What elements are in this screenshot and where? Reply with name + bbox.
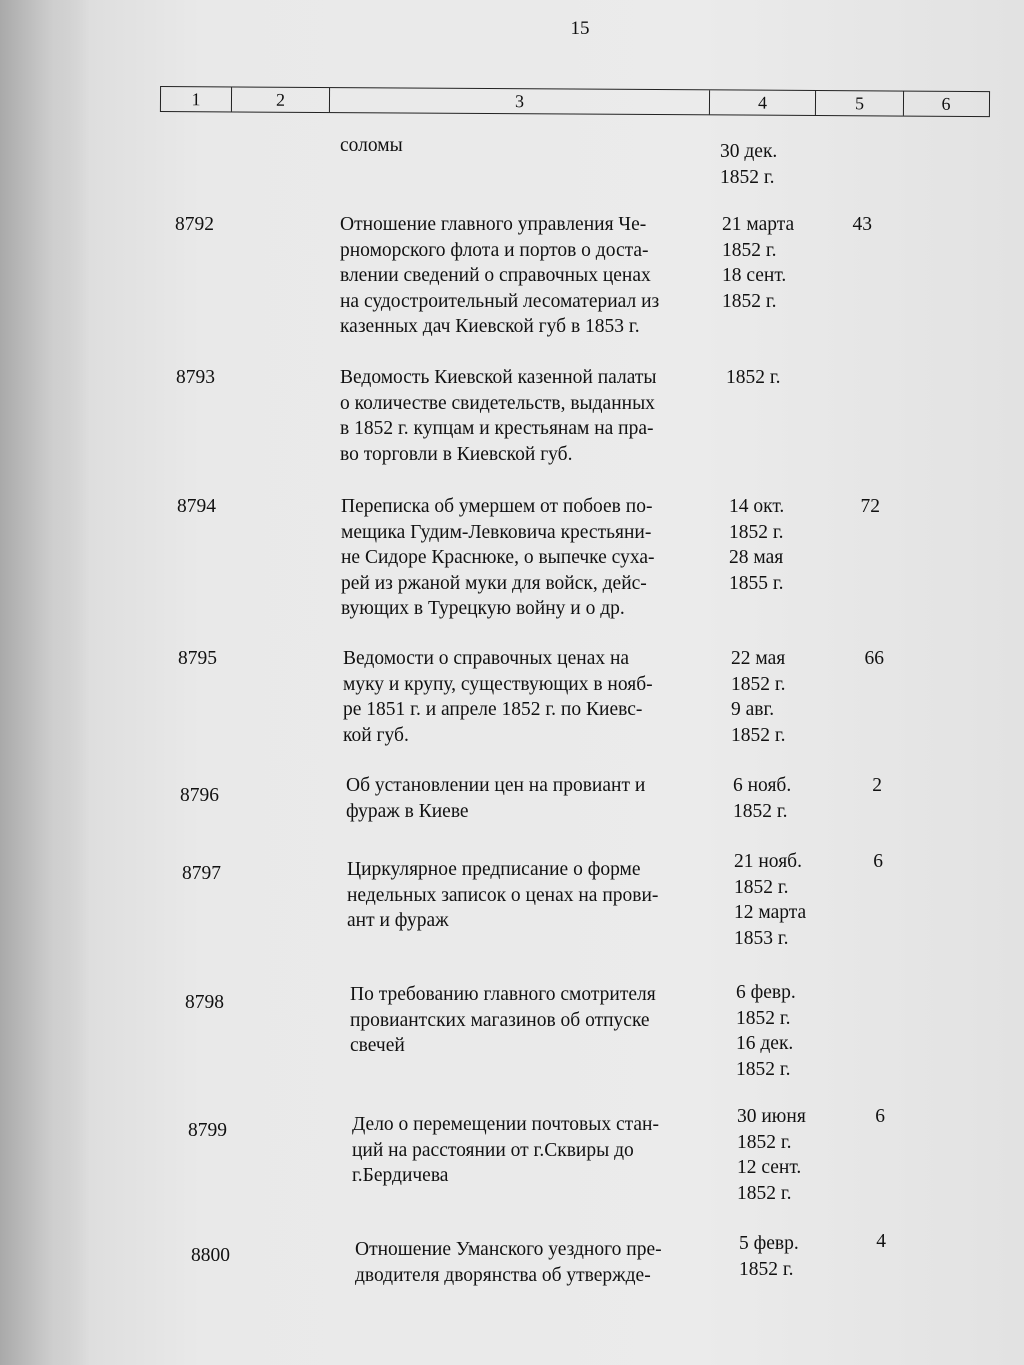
entry-description: Дело о перемещении почтовых стан- ций на расстоянии от г.Сквиры до г.Бердичева	[352, 1114, 659, 1186]
entry-number: 8794	[177, 496, 216, 517]
entry-description: Об установлении цен на провиант и фураж в Киеве	[346, 775, 646, 822]
entry-description: Переписка об умершем от побоев по- мещика Гудим-Левковича крестьяни- не Сидоре Краснюке, о выпечке суха- рей из ржаной муки для войск, дейс- вующих в Турецкую войну и о др.	[341, 496, 655, 619]
column-header-3: 3	[330, 88, 710, 114]
entry-description: По требованию главного смотрителя провиантских магазинов об отпуске свечей	[350, 984, 656, 1056]
column-header-5: 5	[816, 91, 904, 116]
entry-number: 8799	[188, 1120, 227, 1141]
book-gutter-shadow	[0, 0, 90, 1365]
entry-dates: 14 окт. 1852 г. 28 мая 1855 г.	[729, 496, 785, 594]
entry-description: Ведомость Киевской казенной палаты о количестве свидетельств, выданных в 1852 г. купцам и крестьянам на пра- во торговли в Киевской губ.	[340, 367, 657, 465]
entry-number: 8797	[182, 863, 221, 884]
entry-dates: 30 дек. 1852 г.	[720, 141, 778, 188]
entry-description: соломы	[340, 135, 403, 156]
entry-number: 8792	[175, 214, 214, 235]
entry-sheet-count: 2	[872, 775, 882, 796]
column-header-1: 1	[161, 87, 232, 111]
entry-sheet-count: 6	[873, 851, 883, 872]
entry-dates: 30 июня 1852 г. 12 сент. 1852 г.	[737, 1106, 806, 1204]
entry-dates: 21 нояб. 1852 г. 12 марта 1853 г.	[734, 851, 807, 949]
column-header-row	[160, 86, 990, 117]
entry-dates: 5 февр. 1852 г.	[739, 1233, 799, 1280]
column-header-4: 4	[710, 90, 816, 115]
entry-dates: 21 марта 1852 г. 18 сент. 1852 г.	[722, 214, 795, 312]
entry-description: Отношение главного управления Че- рноморского флота и портов о доста- влении сведений о справочных ценах на судостроительный лесоматериал из казенных дач Киевской губ в 1853 г.	[340, 214, 660, 337]
entry-number: 8796	[180, 785, 219, 806]
entry-description: Циркулярное предписание о форме недельных записок о ценах на прови- ант и фураж	[347, 859, 659, 931]
page-number: 15	[570, 18, 590, 39]
entry-number: 8798	[185, 992, 224, 1013]
entry-dates: 6 февр. 1852 г. 16 дек. 1852 г.	[736, 982, 796, 1080]
entry-description: Отношение Уманского уездного пре- дводителя дворянства об утвержде-	[355, 1239, 662, 1286]
entry-sheet-count: 72	[860, 496, 880, 517]
entry-description: Ведомости о справочных ценах на муку и крупу, существующих в нояб- ре 1851 г. и апреле 1852 г. по Киевс- кой губ.	[343, 648, 653, 746]
column-header-6: 6	[941, 93, 951, 114]
entry-number: 8793	[176, 367, 215, 388]
entry-dates: 6 нояб. 1852 г.	[733, 775, 792, 822]
entry-dates: 1852 г.	[726, 367, 781, 388]
entry-number: 8795	[178, 648, 217, 669]
entry-number: 8800	[191, 1245, 230, 1266]
entry-sheet-count: 4	[876, 1231, 886, 1252]
entry-dates: 22 мая 1852 г. 9 авг. 1852 г.	[731, 648, 786, 746]
column-header-2: 2	[232, 87, 330, 112]
entry-sheet-count: 6	[875, 1106, 885, 1127]
entry-sheet-count: 43	[852, 214, 872, 235]
entry-sheet-count: 66	[864, 648, 884, 669]
